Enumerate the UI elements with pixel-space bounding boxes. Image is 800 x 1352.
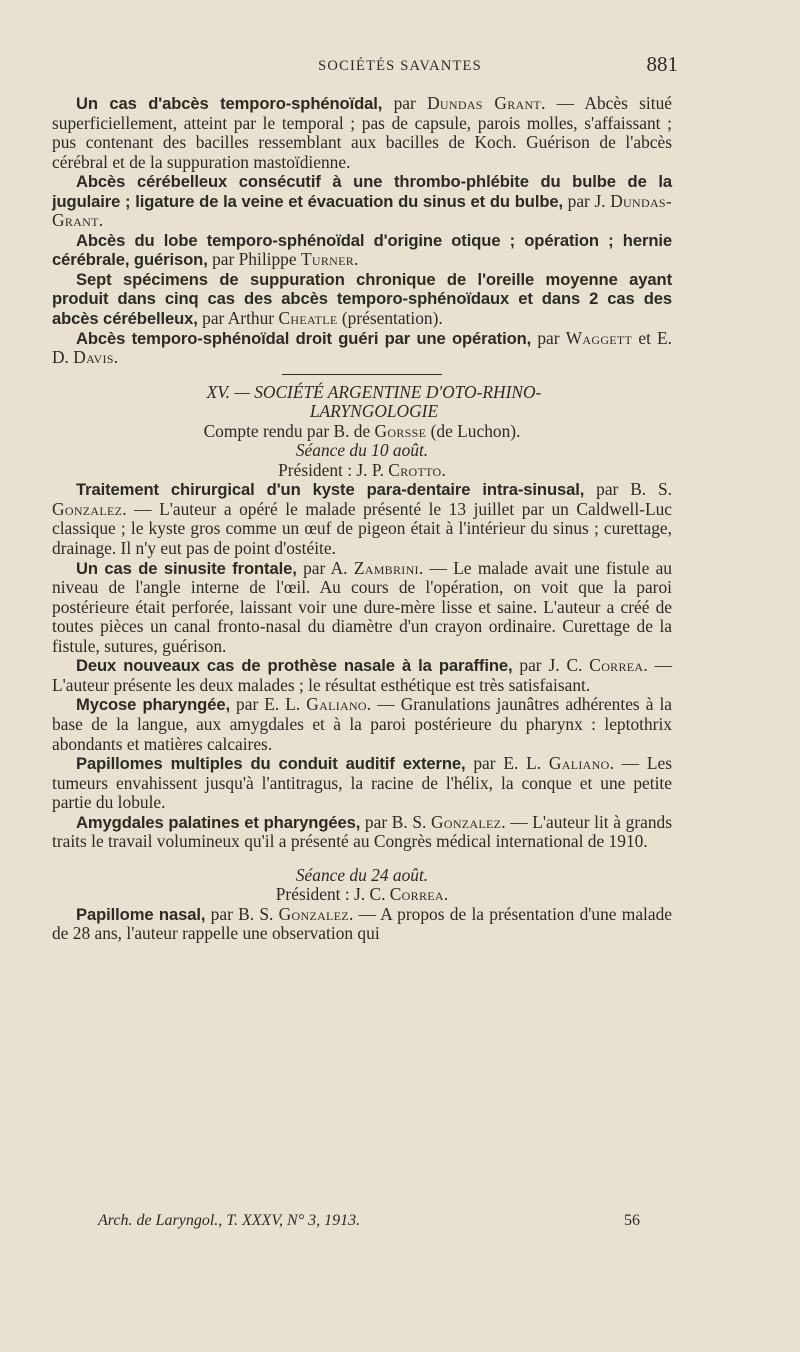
entry-paragraph xyxy=(52,172,672,231)
entry-text-end: . xyxy=(113,347,119,368)
entry-by: par E. L. xyxy=(465,753,549,774)
article-body xyxy=(52,94,672,944)
report-credit xyxy=(52,422,672,442)
entry-paragraph xyxy=(52,94,672,172)
session-date-1: Séance du 10 août. xyxy=(295,440,429,461)
entry-by: par B. S. xyxy=(205,903,279,924)
entry-title: Abcès du lobe temporo-sphénoïdal d'origine otique ; opération ; hernie cérébrale, guérison, xyxy=(52,230,672,270)
entry-author: Correa xyxy=(589,655,644,676)
entry-by: par J. C. xyxy=(512,655,590,676)
entry-title: Mycose pharyngée, xyxy=(76,695,230,715)
entry-title: Abcès temporo-sphénoïdal droit guéri par une opération, xyxy=(76,328,532,348)
entry-paragraph xyxy=(52,231,672,270)
entry-paragraph xyxy=(52,754,672,813)
signature-mark: 56 xyxy=(624,1212,640,1229)
entries-british xyxy=(52,94,672,368)
entry-paragraph xyxy=(52,329,672,368)
president-2-post: . xyxy=(443,884,449,905)
president-2-name: Correa xyxy=(389,884,444,905)
entry-text: . — A propos de la présentation d'une malade de 28 ans, l'auteur rappelle une observation qui xyxy=(52,903,672,944)
entry-title: Sept spécimens de suppuration chronique de l'oreille moyenne ayant produit dans cinq cas des abcès temporo-sphénoïdaux et dans 2 cas des abcès cérébelleux, xyxy=(52,269,672,329)
entry-title: Papillome nasal, xyxy=(76,904,206,924)
report-author: Gorsse xyxy=(374,420,427,441)
entry-author: Gonzalez xyxy=(431,811,502,832)
entry-text: . — Le malade avait une fistule au niveau de l'angle interne de l'œil. Au cours de l'opération, on voit que la paroi postérieure était perforée, laissant voir une dure-mère lisse et saine. L'auteur a créé de toutes pièces un canal fronto-nasal du diamètre d'un crayon ordinaire. Curettage de la fistule, sutures, guérison. xyxy=(52,557,673,656)
entry-paragraph xyxy=(52,270,672,329)
entry-title: Abcès cérébelleux consécutif à une thrombo-phlébite du bulbe de la jugulaire ; ligature de la veine et évacuation du sinus et du bulbe, xyxy=(52,172,672,211)
entry-by: par A. xyxy=(296,557,354,578)
entry-by: par xyxy=(382,93,428,113)
entry-title: Un cas d'abcès temporo-sphénoïdal, xyxy=(76,94,383,113)
entry-paragraph xyxy=(52,695,672,754)
entry-text: . — Abcès situé superficiellement, atteint par le temporal ; pas de capsule, parois molles, s'affaissant ; pus contenant des bacilles ressemblant aux bacilles de Koch. Guérison de l'abcès cérébral et de la suppuration mastoïdienne. xyxy=(52,93,673,172)
entry-text: . — L'auteur a opéré le malade présenté le 13 juillet par un Caldwell-Luc classique ; le kyste gros comme un œuf de pigeon était à l'intérieur du sinus ; curettage, drainage. Il n'y eut pas de point d'ostéite. xyxy=(52,498,672,559)
entry-title: Traitement chirurgical d'un kyste para-dentaire intra-sinusal, xyxy=(76,480,585,500)
running-title: SOCIÉTÉS SAVANTES xyxy=(318,58,482,74)
session-date-2: Séance du 24 août. xyxy=(295,864,429,885)
entry-text: . xyxy=(98,210,104,231)
entry-title: Un cas de sinusite frontale, xyxy=(76,558,297,578)
entry-title: Deux nouveaux cas de prothèse nasale à la paraffine, xyxy=(76,656,513,676)
report-credit-pre: Compte rendu par B. de xyxy=(203,420,375,441)
president-1 xyxy=(52,461,672,481)
entry-by: par B. S. xyxy=(360,811,431,832)
entry-title: Amygdales palatines et pharyngées, xyxy=(76,812,361,832)
entry-text: . — Les tumeurs envahissent jusqu'à l'antitragus, la racine de l'hélix, la conque et une petite partie du lobule. xyxy=(52,753,673,813)
president-2-pre: Président : J. C. xyxy=(275,884,390,905)
entry-paragraph xyxy=(52,480,672,558)
president-1-name: Crotto xyxy=(388,459,442,480)
entry-author: Galiano xyxy=(548,753,610,774)
journal-citation: Arch. de Laryngol., T. XXXV, N° 3, 1913. xyxy=(98,1212,361,1229)
entry-paragraph xyxy=(52,656,672,695)
section-number: XV. — xyxy=(206,381,255,402)
section-title-line1 xyxy=(52,383,672,403)
entry-author: Zambrini xyxy=(353,557,419,578)
entry-author: Turner xyxy=(300,249,355,270)
entry-by: par J. xyxy=(563,190,611,211)
spacer xyxy=(52,852,672,866)
entry-by: par Philippe xyxy=(207,249,301,270)
president-1-post: . xyxy=(441,459,446,480)
entry-text: . xyxy=(354,249,359,270)
entry-author: Dundas Grant xyxy=(427,93,542,113)
section-title-text: SOCIÉTÉ ARGENTINE D'OTO-RHINO- xyxy=(254,381,542,402)
running-head xyxy=(0,52,800,82)
page-number: 881 xyxy=(646,52,678,76)
entries-session-2 xyxy=(52,905,672,944)
entry-by: par E. L. xyxy=(230,694,307,715)
entry-by: par Arthur xyxy=(197,308,279,329)
page-footer xyxy=(52,1212,672,1234)
report-credit-post: (de Luchon). xyxy=(426,420,521,441)
president-2 xyxy=(52,885,672,905)
section-divider xyxy=(282,374,442,375)
entry-text: et E. D. xyxy=(52,327,673,368)
entries-session-1 xyxy=(52,480,672,851)
entry-text: . — L'auteur lit à grands traits le travail volumineux qu'il a présenté au Congrès médical international de 1910. xyxy=(52,811,672,852)
entry-title: Papillomes multiples du conduit auditif externe, xyxy=(76,754,466,774)
entry-author: Gonzalez xyxy=(278,903,349,924)
entry-author: Cheatle xyxy=(278,308,338,329)
entry-text: . — Granulations jaunâtres adhérentes à la base de la langue, aux amygdales et à la paroi postérieure du pharynx : leptothrix abondants et matières calcaires. xyxy=(52,694,673,754)
president-1-pre: Président : J. P. xyxy=(278,459,389,480)
entry-paragraph xyxy=(52,905,672,944)
entry-author: Waggett xyxy=(565,327,633,348)
entry-coauthor: Davis xyxy=(73,347,114,368)
entry-by: par xyxy=(531,327,566,348)
entry-paragraph xyxy=(52,559,672,657)
entry-author: Dundas-Grant xyxy=(52,190,672,231)
entry-author: Galiano xyxy=(306,694,367,715)
section-title-line2: LARYNGOLOGIE xyxy=(309,401,439,422)
entry-paragraph xyxy=(52,813,672,852)
entry-text: . — L'auteur présente les deux malades ; le résultat esthétique est très satisfaisant. xyxy=(52,655,672,695)
entry-text: (présentation). xyxy=(337,308,443,329)
entry-author: Gonzalez xyxy=(52,498,123,519)
entry-by: par B. S. xyxy=(584,479,673,500)
